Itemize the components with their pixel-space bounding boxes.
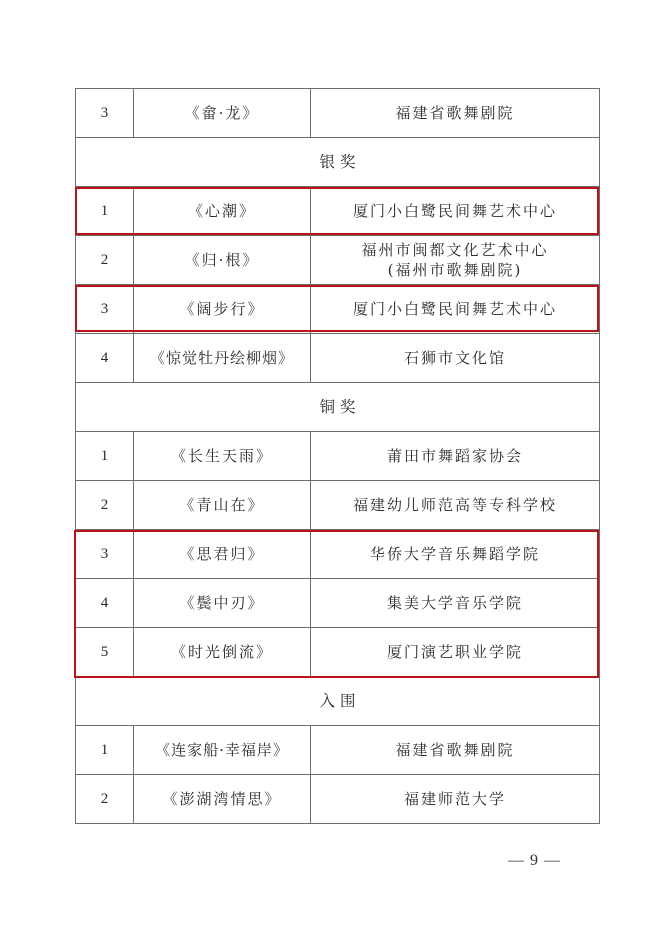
organization-line: 厦门小白鹭民间舞艺术中心 [352,300,557,318]
organization [311,187,600,236]
organization-line: (福州市歌舞剧院) [387,261,523,279]
table-row [76,726,600,775]
organization [311,334,600,383]
work-title: 《心潮》 [134,187,311,236]
organization [311,726,600,775]
table-row [76,285,600,334]
organization-line: 福建幼儿师范高等专科学校 [352,496,557,514]
organization [311,628,600,677]
table-row [76,579,600,628]
table-row [76,530,600,579]
organization [311,285,600,334]
organization-line: 厦门演艺职业学院 [386,643,523,661]
rank-number: 1 [76,187,134,236]
table-row [76,628,600,677]
section-heading: 铜 奖 [76,383,600,432]
table-row [76,334,600,383]
table-row [76,187,600,236]
organization [311,579,600,628]
rank-number: 1 [76,726,134,775]
table-row [76,775,600,824]
section-row-bronze [76,383,600,432]
page-number: — 9 — [508,852,561,869]
rank-number: 3 [76,89,134,138]
table-row [76,236,600,285]
rank-number: 2 [76,481,134,530]
work-title: 《惊觉牡丹绘柳烟》 [134,334,311,383]
organization-line: 莆田市舞蹈家协会 [386,447,523,465]
table-row [76,432,600,481]
organization-line: 厦门小白鹭民间舞艺术中心 [352,202,557,220]
organization [311,530,600,579]
work-title: 《青山在》 [134,481,311,530]
section-row-silver [76,138,600,187]
organization-line: 福建省歌舞剧院 [395,741,515,759]
rank-number: 1 [76,432,134,481]
organization [311,89,600,138]
work-title: 《阔步行》 [134,285,311,334]
work-title: 《时光倒流》 [134,628,311,677]
organization-line: 福州市闽都文化艺术中心 [361,241,549,259]
work-title: 《澎湖湾情思》 [134,775,311,824]
awards-table [75,88,600,824]
rank-number: 2 [76,775,134,824]
organization-line: 华侨大学音乐舞蹈学院 [369,545,540,563]
work-title: 《长生天雨》 [134,432,311,481]
rank-number: 3 [76,530,134,579]
table-row [76,89,600,138]
rank-number: 5 [76,628,134,677]
work-title: 《畲·龙》 [134,89,311,138]
work-title: 《归·根》 [134,236,311,285]
rank-number: 2 [76,236,134,285]
section-row-finalists [76,677,600,726]
rank-number: 3 [76,285,134,334]
organization-line: 福建师范大学 [403,790,506,808]
work-title: 《鬓中刃》 [134,579,311,628]
organization [311,236,600,285]
section-heading: 入 围 [76,677,600,726]
organization [311,481,600,530]
organization-line: 石狮市文化馆 [403,349,506,367]
rank-number: 4 [76,334,134,383]
work-title: 《思君归》 [134,530,311,579]
work-title: 《连家船·幸福岸》 [134,726,311,775]
rank-number: 4 [76,579,134,628]
organization-line: 福建省歌舞剧院 [395,104,515,122]
table-row [76,481,600,530]
organization [311,775,600,824]
section-heading: 银 奖 [76,138,600,187]
organization-line: 集美大学音乐学院 [386,594,523,612]
organization [311,432,600,481]
